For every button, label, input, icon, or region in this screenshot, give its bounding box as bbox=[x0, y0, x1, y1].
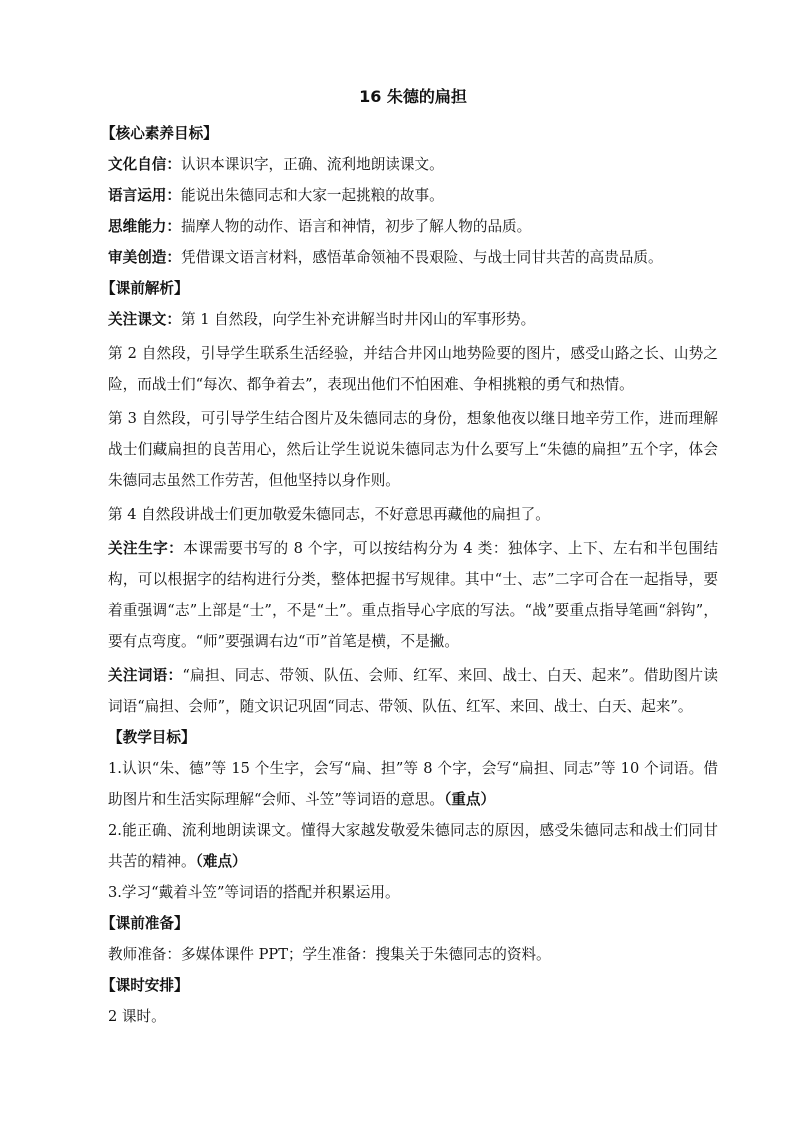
core-label: 思维能力： bbox=[108, 218, 181, 235]
schedule-text: 2 课时。 bbox=[108, 1008, 166, 1025]
goal-item bbox=[108, 877, 718, 908]
analysis-text-focus bbox=[108, 304, 718, 335]
goal-item bbox=[108, 753, 718, 815]
section-header-goals: 【教学目标】 bbox=[108, 729, 196, 746]
goal-text: 1.认识“朱、德”等 15 个生字，会写“扁、担”等 8 个字，会写“扁担、同志”等 10 个词语。借助图片和生活实际理解“会师、斗笠”等词语的意思。 bbox=[108, 760, 718, 808]
goal-tag: （重点） bbox=[444, 791, 496, 808]
core-item-aesthetic bbox=[108, 242, 718, 273]
goal-item bbox=[108, 815, 718, 877]
core-text: 揣摩人物的动作、语言和神情，初步了解人物的品质。 bbox=[180, 218, 532, 235]
page-title: 16 朱德的扁担 bbox=[359, 87, 467, 106]
analysis-paragraph-3: 第 3 自然段，可引导学生结合图片及朱德同志的身份，想象他夜以继日地辛劳工作，进而理解战士们藏扁担的良苦用心，然后让学生说说朱德同志为什么要写上“朱德的扁担”五个字，体会朱德同志虽然工作劳苦，但他坚持以身作则。 bbox=[108, 410, 718, 489]
goal-text: 2.能正确、流利地朗读课文。懂得大家越发敬爱朱德同志的原因，感受朱德同志和战士们同甘共苦的精神。 bbox=[108, 822, 718, 870]
core-label: 审美创造： bbox=[108, 249, 181, 266]
analysis-label: 关注课文： bbox=[108, 311, 181, 328]
goal-text: 3.学习“戴着斗笠”等词语的搭配并积累运用。 bbox=[108, 884, 400, 901]
core-text: 能说出朱德同志和大家一起挑粮的故事。 bbox=[180, 187, 444, 204]
core-label: 文化自信： bbox=[108, 156, 181, 173]
core-text: 认识本课识字，正确、流利地朗读课文。 bbox=[180, 156, 444, 173]
section-header-schedule: 【课时安排】 bbox=[101, 977, 189, 994]
analysis-paragraph-2: 第 2 自然段，引导学生联系生活经验，并结合井冈山地势险要的图片，感受山路之长、山势之险，而战士们“每次、都争着去”，表现出他们不怕困难、争相挑粮的勇气和热情。 bbox=[108, 345, 718, 393]
analysis-text: 第 1 自然段，向学生补充讲解当时井冈山的军事形势。 bbox=[180, 311, 536, 328]
analysis-text: 本课需要书写的 8 个字，可以按结构分为 4 类：独体字、上下、左右和半包围结构，可以根据字的结构进行分类，整体把握书写规律。其中“士、志”二字可合在一起指导，要着重强调“志”上部是“士”，不是“土”。重点指导心字底的写法。“战”要重点指导笔画“斜钩”，要有点弯度。“师”要强调右边“帀”首笔是横，不是撇。 bbox=[108, 540, 718, 650]
core-item-language bbox=[108, 180, 718, 211]
section-header-core: 【核心素养目标】 bbox=[101, 125, 218, 142]
analysis-paragraph-4: 第 4 自然段讲战士们更加敬爱朱德同志，不好意思再藏他的扁担了。 bbox=[108, 506, 550, 523]
analysis-characters bbox=[108, 533, 718, 657]
section-header-prep: 【课前准备】 bbox=[101, 915, 189, 932]
core-item-thinking bbox=[108, 211, 718, 242]
analysis-words bbox=[108, 660, 718, 722]
analysis-text: “扁担、同志、带领、队伍、会师、红军、来回、战士、白天、起来”。借助图片读词语“扁担、会师”，随文识记巩固“同志、带领、队伍、红军、来回、战士、白天、起来”。 bbox=[108, 667, 718, 715]
analysis-label: 关注生字： bbox=[108, 540, 184, 557]
prep-text: 教师准备：多媒体课件 PPT；学生准备：搜集关于朱德同志的资料。 bbox=[108, 946, 551, 963]
analysis-label: 关注词语： bbox=[108, 667, 183, 684]
goal-tag: （难点） bbox=[195, 853, 247, 870]
core-label: 语言运用： bbox=[108, 187, 181, 204]
core-item-culture bbox=[108, 149, 718, 180]
document-page bbox=[101, 82, 718, 1032]
section-header-analysis: 【课前解析】 bbox=[101, 280, 189, 297]
core-text: 凭借课文语言材料，感悟革命领袖不畏艰险、与战士同甘共苦的高贵品质。 bbox=[180, 249, 663, 266]
